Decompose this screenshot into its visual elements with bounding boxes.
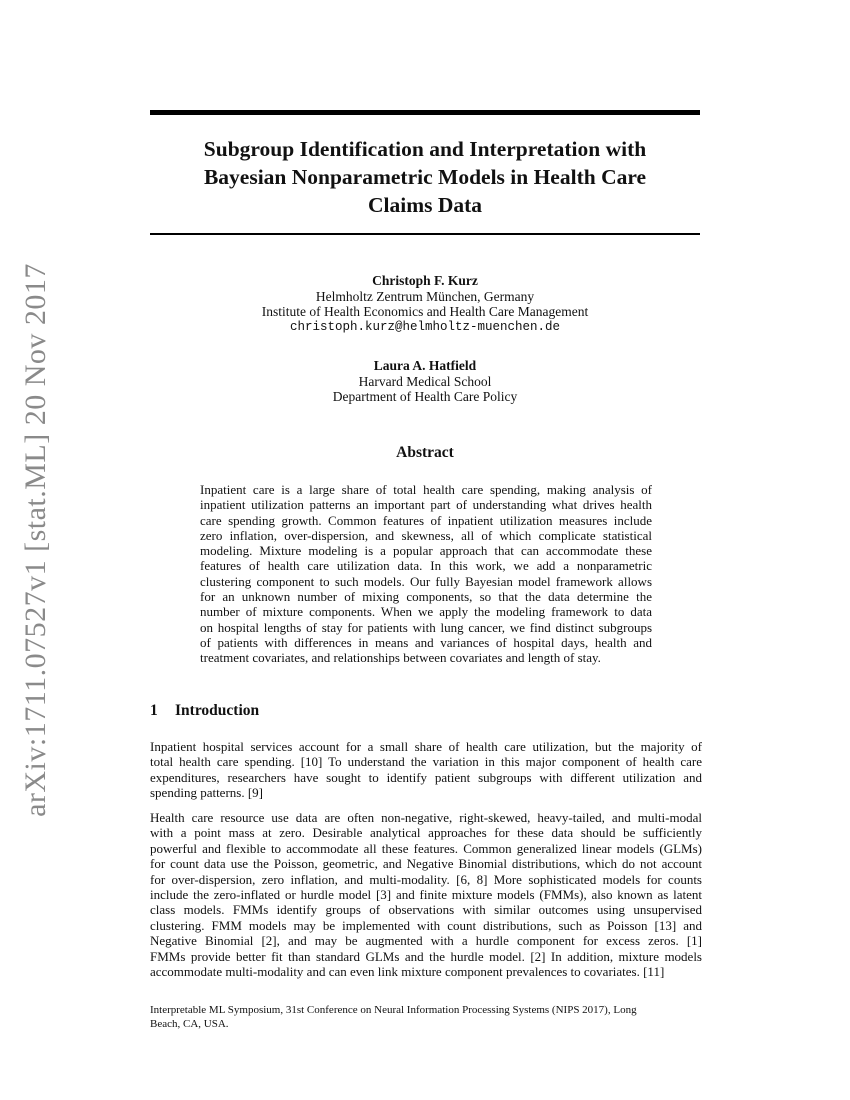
author-name: Christoph F. Kurz	[372, 273, 478, 288]
paragraph-line: Negative Binomial [2], and may be augmented with a hurdle component for excess zeros. [1]	[150, 933, 702, 949]
paragraph-line: clustering. FMM models may be implemented with count distributions, such as Poisson [13] and	[150, 917, 702, 933]
abstract-line: features of health care utilization data. In this work, we add a nonparametric	[200, 558, 652, 574]
abstract-line: of patients with differences in means and variances of hospital days, health and	[200, 634, 652, 650]
paragraph-line: accommodate multi-modality and can even link mixture component prevalences to covariates. [11]	[150, 964, 665, 980]
abstract-line: zero inflation, over-dispersion, and skewness, all of which complicate statistical	[200, 527, 652, 543]
author-email[interactable]: christoph.kurz@helmholtz-muenchen.de	[289, 319, 561, 334]
abstract-line: for an unknown number of mixing components, so that the data determine the	[200, 589, 652, 605]
paragraph-line: FMMs provide better fit than standard GLMs and the hurdle model. [2] In addition, mixture models	[150, 948, 702, 964]
abstract-line: care spending growth. Common features of inpatient utilization measures include	[200, 512, 652, 528]
paragraph-line: include the zero-inflated or hurdle model [3] and finite mixture models (FMMs), also known as latent	[150, 887, 702, 903]
author-block-2	[150, 358, 700, 405]
author-name: Laura A. Hatfield	[373, 358, 477, 373]
paragraph-line: expenditures, researchers have sought to identify patient subgroups with different utilization and	[150, 769, 702, 785]
abstract-line: inpatient utilization patterns an important part of understanding what drives health	[200, 497, 652, 513]
title-line: Bayesian Nonparametric Models in Health Care	[203, 165, 647, 189]
title-bottom-rule	[150, 233, 700, 235]
title-line: Claims Data	[367, 193, 483, 217]
author-block-1	[150, 273, 700, 335]
abstract-heading: Abstract	[396, 444, 454, 461]
author-affiliation: Harvard Medical School	[358, 373, 492, 389]
arxiv-identifier: arXiv:1711.07527v1 [stat.ML] 20 Nov 2017	[19, 263, 52, 817]
paragraph-line: for count data use the Poisson, geometric, and Negative Binomial distributions, which do not account	[150, 856, 702, 872]
paragraph-line: with a point mass at zero. Desirable analytical approaches for these data should be sufficiently	[150, 825, 702, 841]
abstract-line: treatment covariates, and relationships between covariates and length of stay.	[200, 650, 601, 666]
introduction-paragraph-2	[150, 810, 702, 979]
paper-title	[150, 135, 700, 219]
paragraph-line: powerful and flexible to accommodate all these features. Common generalized linear models (GLMs)	[150, 840, 702, 856]
footnote-line: Beach, CA, USA.	[150, 1017, 229, 1030]
abstract-body	[200, 482, 652, 666]
author-department: Institute of Health Economics and Health Care Management	[261, 304, 589, 319]
abstract-line: Inpatient care is a large share of total health care spending, making analysis of	[200, 482, 652, 497]
paragraph-line: class models. FMMs identify groups of observations with similar outcomes using unsupervised	[150, 902, 702, 918]
paragraph-line: Health care resource use data are often non-negative, right-skewed, heavy-tailed, and multi-modal	[150, 810, 702, 825]
abstract-line: clustering component to such models. Our fully Bayesian model framework allows	[200, 573, 652, 589]
abstract-line: on hospital lengths of stay for patients with lung cancer, we find distinct subgroups	[200, 619, 652, 635]
section-heading-introduction	[150, 702, 259, 720]
author-affiliation: Helmholtz Zentrum München, Germany	[315, 288, 535, 304]
abstract-line: modeling. Mixture modeling is a popular approach that can accommodate these	[200, 543, 652, 559]
introduction-paragraph-1	[150, 739, 702, 801]
abstract-line: number of mixture components. When we apply the modeling framework to data	[200, 604, 652, 620]
footnote-line: Interpretable ML Symposium, 31st Conference on Neural Information Processing Systems (NIPS 2017), Long	[150, 1004, 637, 1016]
arxiv-sidebar	[6, 263, 66, 817]
author-department: Department of Health Care Policy	[332, 389, 518, 404]
paragraph-line: total health care spending. [10] To understand the variation in this major component of health care	[150, 754, 702, 770]
paragraph-line: for over-dispersion, zero inflation, and multi-modality. [6, 8] More sophisticated models for counts	[150, 871, 702, 887]
title-top-rule	[150, 110, 700, 115]
paragraph-line: spending patterns. [9]	[150, 785, 264, 801]
title-line: Subgroup Identification and Interpretation with	[203, 137, 647, 161]
footnote	[150, 1004, 705, 1031]
section-title: Introduction	[175, 702, 260, 719]
section-number: 1	[150, 702, 158, 719]
paragraph-line: Inpatient hospital services account for a small share of health care utilization, but the majority of	[150, 739, 702, 754]
